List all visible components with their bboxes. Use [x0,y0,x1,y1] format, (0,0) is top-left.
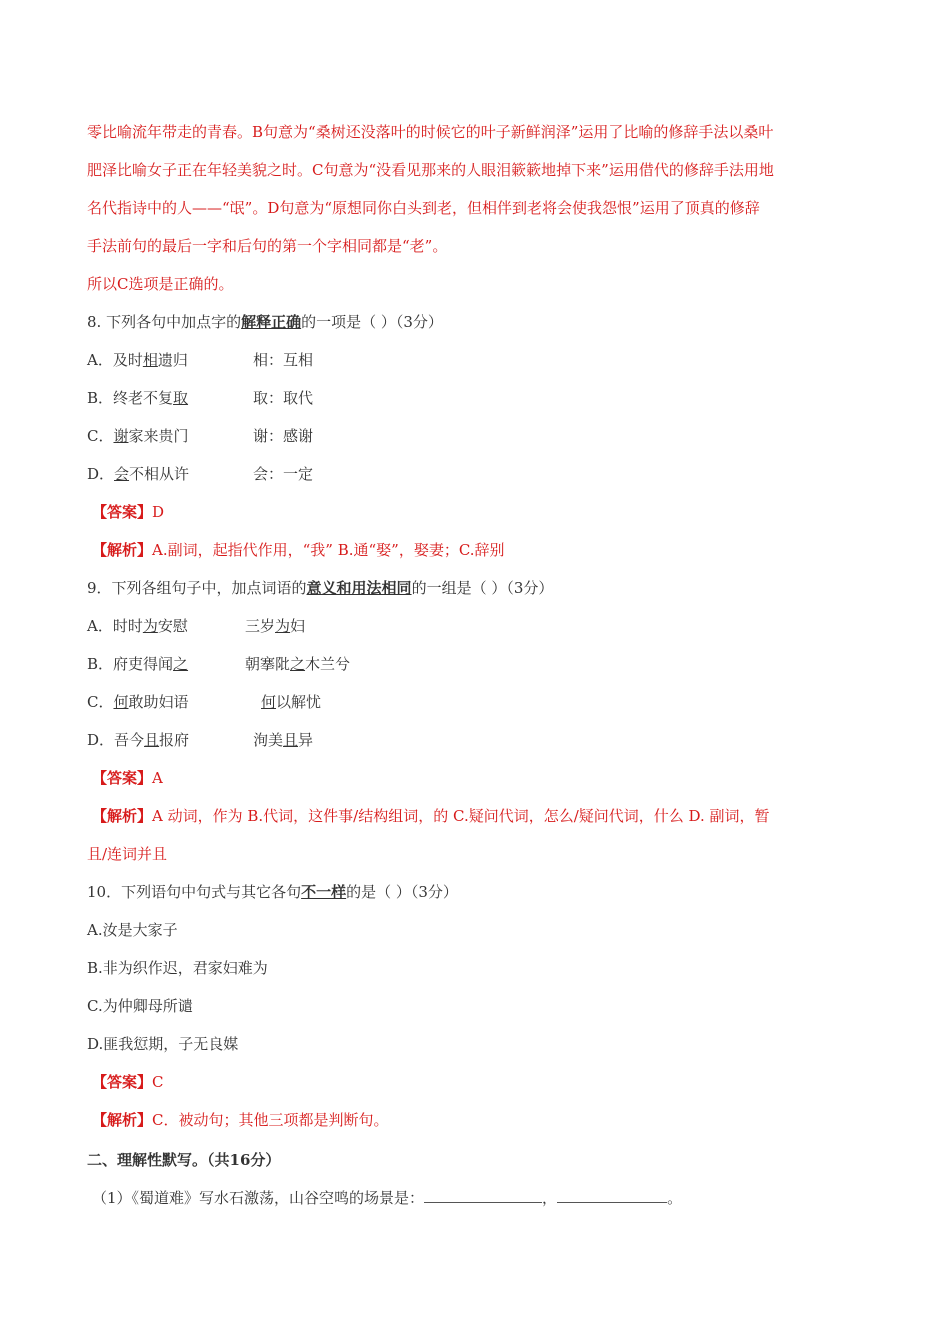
q10-answer-label: 【答案】 [92,1073,153,1091]
q8-option-c [87,426,189,446]
q9-prefix: 9．下列各组句子中，加点词语的 [87,579,307,597]
q10-option-a: A.汝是大家子 [87,921,178,939]
q10-stem [87,882,458,902]
q8-option-a-gloss: 相：互相 [253,351,314,369]
q8-option-d-gloss: 会：一定 [253,465,314,483]
q8-suffix: 的一项是（ ）（3分） [301,313,443,331]
q9-c-right-word: 何 [261,693,277,711]
q10-answer-value: C [152,1073,164,1091]
q9-stem [87,578,553,598]
explanation-conclusion: 所以C选项是正确的。 [87,275,234,293]
q9-answer-value: A [152,769,163,787]
q8-option-b [87,388,188,408]
answer-blank-2[interactable] [557,1188,667,1203]
q9-option-b-right [245,654,350,674]
q9-b-right-pre: 朝搴阰 [245,655,291,673]
explanation-line-2: 肥泽比喻女子正在年轻美貌之时。C句意为“没看见那来的人眼泪簌簌地掉下来”运用借代的修辞手法用地 [87,161,774,179]
q8-b-dotted-char: 取 [173,389,189,407]
q9-b-left-pre: B．府吏得闻 [87,655,174,673]
q9-c-right-post: 以解忧 [276,693,322,711]
q9-analysis-text-1: A 动词，作为 B.代词，这件事/结构组词，的 C.疑问代词，怎么/疑问代词，什么 D. 副词，暂 [152,807,770,825]
section-2-item-1-text: （1）《蜀道难》写水石激荡，山谷空鸣的场景是： [92,1189,425,1207]
q8-answer-label: 【答案】 [92,503,153,521]
q8-a-post: 遗归 [157,351,188,369]
q10-option-d: D.匪我愆期，子无良媒 [87,1035,239,1053]
section-2-item-1-sep: ， [542,1189,558,1207]
q9-analysis [92,806,770,826]
q8-a-pre: A．及时 [87,351,143,369]
q9-b-left-word: 之 [173,655,189,673]
q9-c-left-word: 何 [113,693,129,711]
q9-d-right-word: 且 [283,731,299,749]
q8-analysis [92,540,505,560]
q10-analysis [92,1110,389,1130]
q9-suffix: 的一组是（ ）（3分） [411,579,554,597]
q9-answer-label: 【答案】 [92,769,153,787]
q9-d-left-post: 报府 [159,731,190,749]
section-2-title: 二、理解性默写。（共16分） [87,1151,281,1169]
q9-d-right-post: 异 [298,731,314,749]
q9-a-left-pre: A．时时 [87,617,143,635]
q10-analysis-label: 【解析】 [92,1111,153,1129]
q10-key-phrase: 不一样 [301,883,347,901]
explanation-line-3: 名代指诗中的人——“氓”。D句意为“原想同你白头到老，但相伴到老将会使我怨恨”运用了顶真的修辞 [87,199,760,217]
q8-c-pre: C． [87,427,114,445]
q8-prefix: 8. 下列各句中加点字的 [87,313,242,331]
explanation-line-4: 手法前句的最后一字和后句的第一个字相同都是“老”。 [87,237,448,255]
q9-b-right-word: 之 [290,655,306,673]
q8-key-phrase: 解释正确 [241,313,302,331]
q9-option-d [87,730,189,750]
answer-blank-1[interactable] [424,1188,542,1203]
q8-c-dotted-char: 谢 [113,427,129,445]
q8-d-dotted-char: 会 [114,465,130,483]
q8-option-a [87,350,188,370]
q8-option-c-gloss: 谢：感谢 [253,427,314,445]
q8-answer [92,502,164,522]
q9-a-right-post: 妇 [290,617,306,635]
section-2-item-1 [92,1188,682,1208]
q10-option-c: C.为仲卿母所谴 [87,997,193,1015]
q8-c-post: 家来贵门 [128,427,189,445]
q9-c-left-pre: C． [87,693,114,711]
q9-option-c [87,692,189,712]
q8-answer-value: D [152,503,165,521]
q9-key-phrase: 意义和用法相同 [306,579,412,597]
q9-d-right-pre: 洵美 [253,731,284,749]
q9-a-left-post: 安慰 [157,617,188,635]
q9-analysis-continued: 且/连词并且 [87,845,168,863]
section-2-item-1-end: 。 [667,1189,683,1207]
q8-option-b-gloss: 取：取代 [253,389,314,407]
q9-answer [92,768,163,788]
q8-b-pre: B．终老不复 [87,389,174,407]
q9-analysis-label: 【解析】 [92,807,153,825]
q8-analysis-text: A.副词，起指代作用，“我” B.通“娶”，娶妻；C.辞别 [152,541,505,559]
q8-d-pre: D． [87,465,115,483]
q8-d-post: 不相从许 [129,465,190,483]
q9-a-right-pre: 三岁 [245,617,276,635]
q9-a-right-word: 为 [275,617,291,635]
q10-answer [92,1072,164,1092]
q9-d-left-pre: D．吾今 [87,731,145,749]
q8-analysis-label: 【解析】 [92,541,153,559]
q10-option-b: B.非为织作迟，君家妇难为 [87,959,268,977]
q9-option-b [87,654,188,674]
q9-option-a [87,616,188,636]
q9-a-left-word: 为 [142,617,158,635]
q9-option-d-right [253,730,313,750]
q9-c-left-post: 敢助妇语 [128,693,189,711]
q8-a-dotted-char: 相 [142,351,158,369]
q8-option-d [87,464,189,484]
q10-suffix: 的是（ ）（3分） [346,883,458,901]
q9-option-a-right [245,616,305,636]
q9-b-right-post: 木兰兮 [305,655,351,673]
q10-analysis-text: C．被动句；其他三项都是判断句。 [152,1111,389,1129]
q8-stem [87,312,443,332]
q9-d-left-word: 且 [144,731,160,749]
q10-prefix: 10．下列语句中句式与其它各句 [87,883,302,901]
q9-option-c-right [261,692,321,712]
explanation-line-1: 零比喻流年带走的青春。B句意为“桑树还没落叶的时候它的叶子新鲜润泽”运用了比喻的修辞手法以桑叶 [87,123,774,141]
